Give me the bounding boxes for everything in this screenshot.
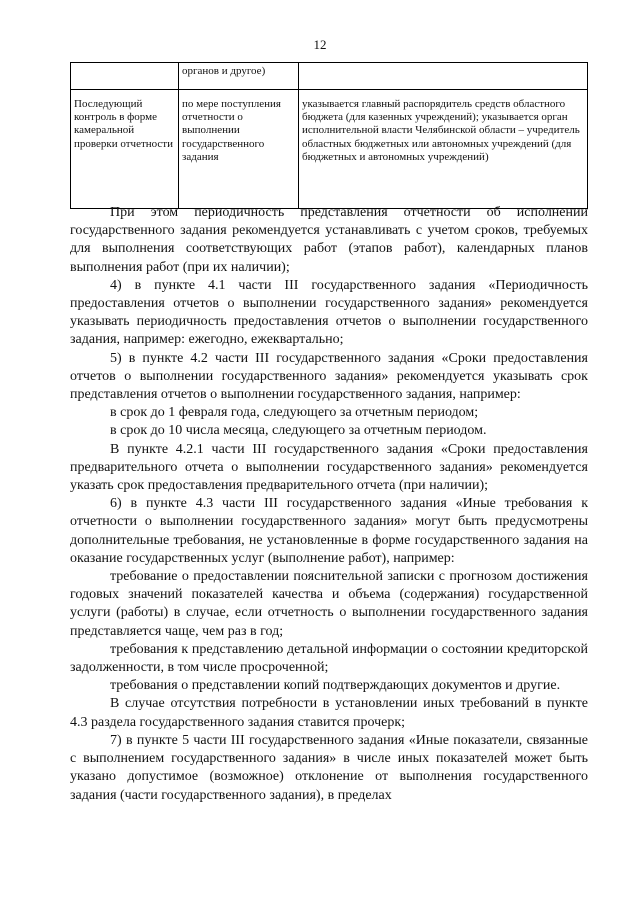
table-cell: органов и другое) [179, 63, 299, 90]
document-body [70, 204, 588, 805]
table-row [71, 63, 588, 90]
paragraph: 5) в пункте 4.2 части III государственного задания «Сроки предоставления отчетов о выполнении государственного задания» рекомендуется указывать срок представления отчетов о выполнении государственного задания, например: [70, 350, 588, 403]
paragraph: в срок до 10 числа месяца, следующего за отчетным периодом. [110, 423, 487, 439]
paragraph: 7) в пункте 5 части III государственного задания «Иные показатели, связанные с выполнением государственного задания» в числе иных показателей может быть указано допустимое (возможное) отклонение от выполнения государственного задания (части государственного задания), в пределах [70, 732, 588, 803]
paragraph: 6) в пункте 4.3 части III государственного задания «Иные требования к отчетности о выполнении государственного задания» могут быть предусмотрены дополнительные требования, не установленные в форме государственного задания на оказание государственных услуг (выполнение работ), например: [70, 496, 588, 566]
table-cell: Последующий контроль в форме камеральной проверки отчетности [71, 90, 179, 209]
table-cell [299, 63, 588, 90]
paragraph: В случае отсутствия потребности в установлении иных требований в пункте 4.3 раздела государственного задания ставится прочерк; [70, 696, 588, 730]
table-cell [71, 63, 179, 90]
paragraph: в срок до 1 февраля года, следующего за отчетным периодом; [110, 405, 479, 421]
paragraph: 4) в пункте 4.1 части III государственного задания «Периодичность предоставления отчетов о выполнении государственного задания» рекомендуется указывать периодичность предоставления отчетов о выполнении государственного задания, например: ежегодно, ежеквартально; [70, 277, 588, 348]
table-cell: указывается главный распорядитель средств областного бюджета (для казенных учреждений); указывается орган исполнительной власти Челябинской области – учредитель областных бюджетных или автономных учреждений (для бюджетных и автономных учреждений) [299, 90, 588, 209]
paragraph: требования к представлению детальной информации о состоянии кредиторской задолженности, в том числе просроченной; [70, 641, 588, 676]
table-row [71, 90, 588, 209]
paragraph: требование о предоставлении пояснительной записки с прогнозом достижения годовых значений показателей качества и объема (содержания) государственной услуги (работы) в случае, если отчетность о выполнении государственного задания представляется чаще, чем раз в год; [70, 569, 588, 639]
table-cell: по мере поступления отчетности о выполнении государственного задания [179, 90, 299, 209]
paragraph: требования о представлении копий подтверждающих документов и другие. [110, 678, 561, 694]
paragraph: При этом периодичность представления отчетности об исполнении государственного задания рекомендуется устанавливать с учетом сроков, требуемых для выполнения соответствующих работ (этапов работ), календарных планов выполнения работ (при их наличии); [70, 205, 588, 275]
control-table [70, 62, 588, 209]
paragraph: В пункте 4.2.1 части III государственного задания «Сроки предоставления предварительного отчета о выполнении государственного задания» рекомендуется указать срок предоставления предварительного отчета (при наличии); [70, 441, 588, 494]
page-number: 12 [313, 37, 327, 52]
